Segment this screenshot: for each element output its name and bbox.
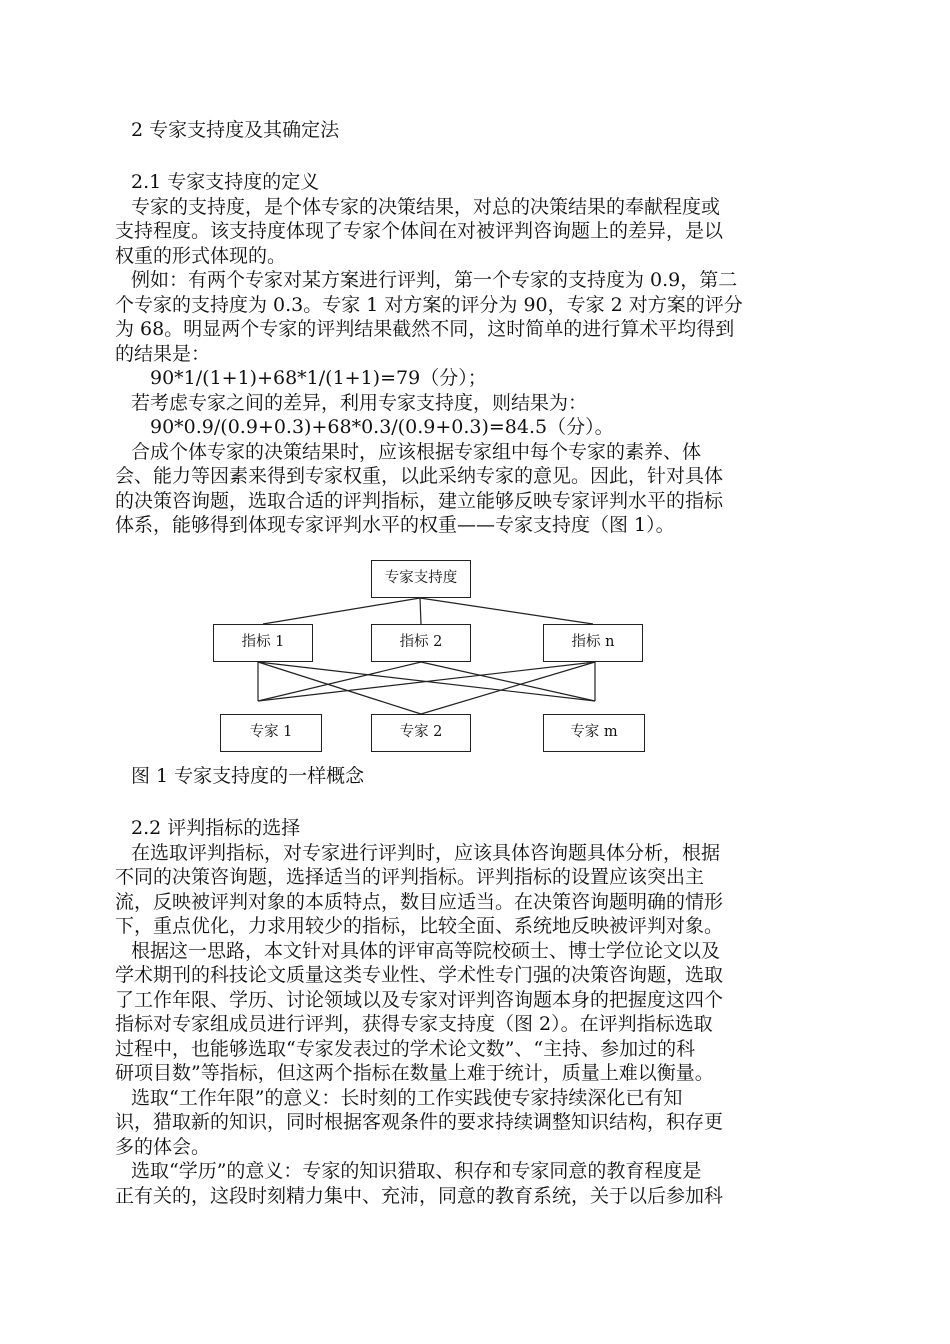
paragraph: 合成个体专家的决策结果时，应该根据专家组中每个专家的素养、体 会、能力等因素来得到专家权重，以此采纳专家的意见。因此，针对具体 的决策咨询题，选取合适的评判指标，建立能够反映专家评判水平的指标 体系，能够得到体现专家评判水平的权重——专家支持度（图 1）。 bbox=[115, 440, 724, 536]
section-2-1-title: 2.1 专家支持度的定义 bbox=[131, 171, 320, 193]
expert-node: 专家 m bbox=[543, 714, 645, 752]
expert-support-diagram bbox=[205, 556, 655, 756]
indicator-node: 指标 1 bbox=[213, 624, 313, 662]
indicator-node: 指标 2 bbox=[371, 624, 471, 662]
figure-caption-block bbox=[115, 764, 835, 789]
section-2-2-title: 2.2 评判指标的选择 bbox=[131, 817, 301, 839]
paragraph: 选取“工作年限”的意义：长时刻的工作实践使专家持续深化已有知 识，猎取新的知识，同时根据客观条件的要求持续调整知识结构，积存更 多的体会。 bbox=[115, 1086, 724, 1158]
figure-caption: 图 1 专家支持度的一样概念 bbox=[131, 765, 365, 787]
root-node: 专家支持度 bbox=[371, 560, 471, 598]
paragraph: 选取“学历”的意义：专家的知识猎取、积存和专家同意的教育程度是 正有关的，这段时刻精力集中、充沛，同意的教育系统，关于以后参加科 bbox=[115, 1160, 724, 1207]
expert-node: 专家 1 bbox=[220, 714, 322, 752]
section-2-1 bbox=[115, 170, 835, 538]
section-2-2 bbox=[115, 816, 835, 1208]
indicator-node: 指标 n bbox=[543, 624, 643, 662]
paragraph: 专家的支持度，是个体专家的决策结果，对总的决策结果的奉献程度或 支持程度。该支持度体现了专家个体间在对被评判咨询题上的差异，是以 权重的形式体现的。 bbox=[115, 195, 724, 267]
paragraph: 在选取评判指标，对专家进行评判时，应该具体咨询题具体分析，根据 不同的决策咨询题，选择适当的评判指标。评判指标的设置应该突出主 流，反映被评判对象的本质特点，数目应适当。在决策咨询题明确的情形 下，重点优化，力求用较少的指标，比较全面、系统地反映被评判对象。 bbox=[115, 841, 724, 937]
expert-node: 专家 2 bbox=[371, 714, 471, 752]
section-2-heading: 2 专家支持度及其确定法 bbox=[131, 119, 340, 141]
formula: 90*1/(1+1)+68*1/(1+1)=79（分）； bbox=[150, 367, 487, 389]
paragraph: 根据这一思路，本文针对具体的评审高等院校硕士、博士学位论文以及 学术期刊的科技论文质量这类专业性、学术性专门强的决策咨询题，选取 了工作年限、学历、讨论领域以及专家对评判咨询题本身的把握度这四个 指标对专家组成员进行评判，获得专家支持度（图 2）。在评判指标选取 过程中，也能够选取“专家发表过的学术论文数”、“主持、参加过的科 研项目数”等指标，但这两个指标在数量上难于统计，质量上难以衡量。 bbox=[115, 939, 724, 1084]
paragraph: 例如：有两个专家对某方案进行评判，第一个专家的支持度为 0.9，第二 个专家的支持度为 0.3。专家 1 对方案的评分为 90，专家 2 对方案的评分 为 68。明显两个专家的评判结果截然不同，这时简单的进行算术平均得到 的结果是： bbox=[115, 269, 743, 365]
formula: 90*0.9/(0.9+0.3)+68*0.3/(0.9+0.3)=84.5（分）。 bbox=[150, 416, 614, 438]
paragraph: 若考虑专家之间的差异，利用专家支持度，则结果为： bbox=[131, 391, 588, 414]
